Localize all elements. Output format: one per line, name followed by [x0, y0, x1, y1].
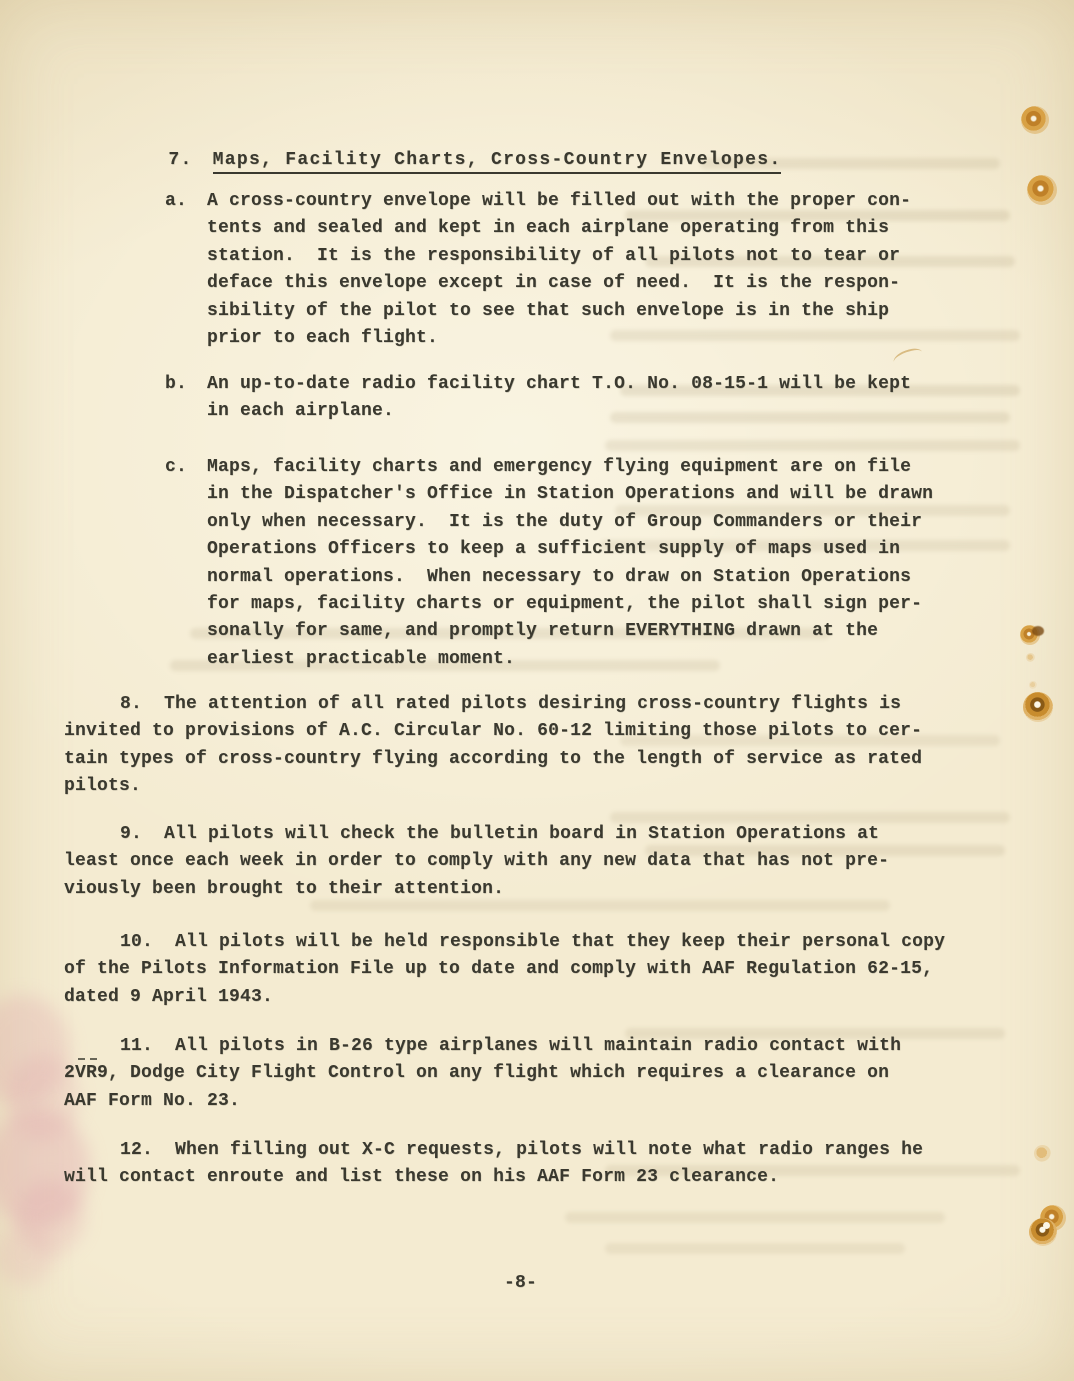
text-line: pilots.	[64, 776, 142, 797]
lettered-item-a	[165, 188, 911, 352]
text-line: least once each week in order to comply with any new data that has not pre-	[64, 851, 890, 872]
rust-stain	[1029, 681, 1037, 689]
paragraph-12	[64, 1137, 923, 1192]
text-line: for maps, facility charts or equipment, the pilot shall sign per-	[207, 593, 923, 614]
paragraph-body	[64, 1060, 901, 1115]
text-line: AAF Form No. 23.	[64, 1090, 241, 1111]
text-line: Operations Officers to keep a sufficient supply of maps used in	[207, 539, 901, 560]
page-number: -8-	[504, 1273, 538, 1293]
paragraph-body	[64, 956, 945, 1011]
paragraph-body	[64, 718, 922, 800]
paragraph-number: 10.	[120, 932, 154, 952]
section-title: Maps, Facility Charts, Cross-Country Envelopes.	[213, 150, 782, 174]
rust-stain	[1021, 106, 1049, 134]
text-line: prior to each flight.	[207, 327, 439, 348]
rust-stain	[1023, 692, 1053, 722]
text-line: dated 9 April 1943.	[64, 986, 274, 1007]
text-line	[64, 821, 889, 848]
text-line: in the Dispatcher's Office in Station Operations and will be drawn	[207, 484, 934, 505]
text-line: 2VR9, Dodge City Flight Control on any flight which requires a clearance on	[64, 1063, 890, 1084]
rust-stain	[1026, 653, 1035, 662]
item-label: b.	[165, 374, 188, 394]
text-line: sonally for same, and promptly return EVERYTHING drawn at the	[207, 621, 879, 642]
paragraph-10	[64, 929, 945, 1011]
paragraph-body	[64, 1164, 923, 1191]
paragraph-body	[64, 848, 889, 903]
bleedthrough-line	[605, 1243, 905, 1254]
lettered-item-b	[165, 371, 911, 426]
paragraph-number: 12.	[120, 1140, 154, 1160]
section-number: 7.	[168, 150, 193, 170]
text-line: invited to provisions of A.C. Circular No. 60-12 limiting those pilots to cer-	[64, 721, 923, 742]
item-label: a.	[165, 191, 188, 211]
text-line	[64, 1137, 923, 1164]
paragraph-8	[64, 691, 922, 801]
paragraph-number: 9.	[120, 824, 143, 844]
paragraph-number: 8.	[120, 694, 143, 714]
paragraph-first-line: All pilots will be held responsible that they keep their personal copy	[175, 932, 946, 952]
rust-stain	[1032, 626, 1044, 636]
paragraph-number: 11.	[120, 1036, 154, 1056]
text-line: tain types of cross-country flying according to the length of service as rated	[64, 748, 923, 769]
lettered-item-c	[165, 454, 933, 673]
text-line: tents and sealed and kept in each airplane operating from this	[207, 218, 890, 239]
text-line: will contact enroute and list these on his AAF Form 23 clearance.	[64, 1167, 780, 1188]
paragraph-11	[64, 1033, 901, 1115]
text-line: viously been brought to their attention.	[64, 878, 505, 899]
paragraph-first-line: The attention of all rated pilots desiring cross-country flights is	[164, 694, 902, 714]
text-line: only when necessary. It is the duty of Group Commanders or their	[207, 511, 923, 532]
text-line: in each airplane.	[207, 401, 395, 422]
text-line	[64, 929, 945, 956]
paragraph-first-line: When filling out X-C requests, pilots will note what radio ranges he	[175, 1140, 924, 1160]
text-line	[64, 1033, 901, 1060]
rust-stain	[1043, 1222, 1050, 1229]
text-line: A cross-country envelope will be filled out with the proper con-	[207, 191, 912, 211]
text-line: of the Pilots Information File up to date and comply with AAF Regulation 62-15,	[64, 959, 934, 980]
text-line: sibility of the pilot to see that such envelope is in the ship	[207, 300, 890, 321]
paragraph-9	[64, 821, 889, 903]
bleedthrough-line	[565, 1212, 945, 1223]
section-heading	[120, 130, 781, 190]
text-line: station. It is the responsibility of all pilots not to tear or	[207, 245, 901, 266]
item-label: c.	[165, 457, 188, 477]
text-line	[64, 691, 922, 718]
item-body	[207, 454, 933, 673]
paragraph-first-line: All pilots in B-26 type airplanes will maintain radio contact with	[175, 1036, 902, 1056]
paragraph-first-line: All pilots will check the bulletin board in Station Operations at	[164, 824, 880, 844]
bleedthrough-line	[605, 440, 1020, 451]
item-body	[207, 188, 911, 352]
text-line: normal operations. When necessary to draw on Station Operations	[207, 566, 912, 587]
pink-smudge	[0, 1225, 55, 1285]
rust-stain	[1027, 175, 1057, 205]
text-line: Maps, facility charts and emergency flying equipment are on file	[207, 457, 912, 477]
rust-stain	[1034, 1145, 1051, 1162]
text-line: earliest practicable moment.	[207, 648, 516, 669]
text-line: An up-to-date radio facility chart T.O. No. 08-15-1 will be kept	[207, 374, 912, 394]
item-body	[207, 371, 911, 426]
text-line: deface this envelope except in case of need. It is the respon-	[207, 273, 901, 294]
